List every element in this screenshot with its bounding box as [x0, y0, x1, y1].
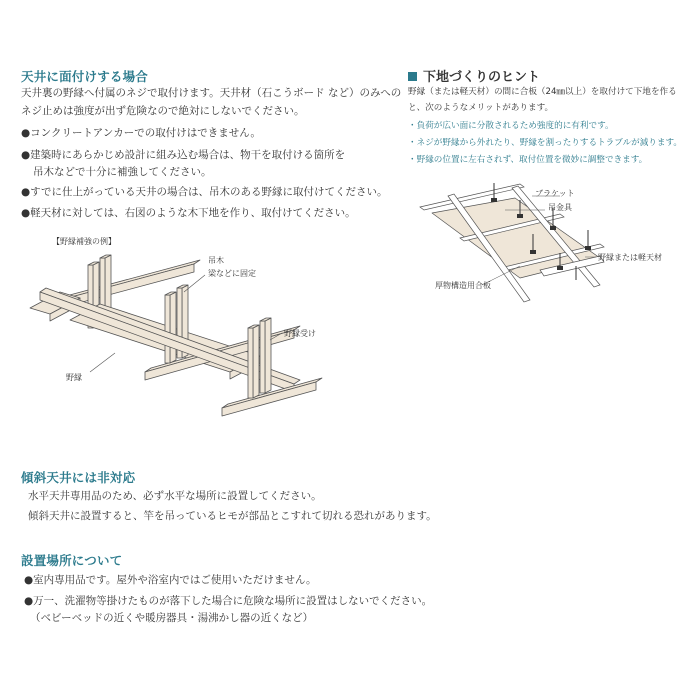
section-title-ceiling-mount: 天井に面付けする場合 [21, 69, 149, 84]
hint-merit-2: ・ネジが野縁から外れたり、野縁を割ったりするトラブルが減ります。 [408, 138, 682, 148]
slanted-text-2: 傾斜天井に設置すると、竿を吊っているヒモが部品とこすれて切れる恐れがあります。 [28, 510, 437, 522]
hint-merit-3: ・野縁の位置に左右されず、取付位置を微妙に調整できます。 [408, 155, 648, 165]
bullet-design-b: 吊木などで十分に補強してください。 [33, 166, 212, 178]
bullet-anchor: ●コンクリートアンカーでの取付けはできません。 [21, 127, 261, 139]
hint-merit-1: ・負荷が広い面に分散されるため強度的に有利です。 [408, 121, 614, 131]
location-bullet-1: ●室内専用品です。屋外や浴室内ではご使用いただけません。 [24, 574, 317, 586]
label-nobuchi-uke: 野縁受け [284, 329, 316, 338]
section-title-slanted: 傾斜天井には非対応 [21, 470, 136, 485]
slanted-text-1: 水平天井専用品のため、必ず水平な場所に設置してください。 [28, 490, 322, 502]
bullet-finished-ceiling: ●すでに仕上がっている天井の場合は、吊木のある野縁に取付けてください。 [21, 186, 388, 198]
section-title-location: 設置場所について [21, 553, 123, 568]
hint-title-text: 下地づくりのヒント [423, 70, 541, 85]
hint-text-1: 野縁（または軽天材）の間に合板（24㎜以上）を取付けて下地を作る [408, 87, 677, 97]
label-bracket: ブラケット [535, 189, 575, 198]
label-nobuchi: 野縁 [66, 373, 82, 382]
label-nobuchi-keiten: 野縁または軽天材 [598, 253, 662, 262]
bullet-design-a: ●建築時にあらかじめ設計に組み込む場合は、物干を取付ける箇所を [21, 149, 346, 161]
location-bullet-2: ●万一、洗濯物等掛けたものが落下した場合に危険な場所に設置はしないでください。 [24, 595, 433, 607]
label-kanagu: 吊金具 [548, 203, 572, 212]
bullet-light-steel: ●軽天材に対しては、右図のような木下地を作り、取付けてください。 [21, 207, 356, 219]
diagram1-caption: 【野縁補強の例】 [52, 237, 116, 246]
location-bullet-2-note: （ベビーベッドの近くや暖房器具・湯沸かし器の近くなど） [30, 612, 314, 624]
hint-text-2: と、次のようなメリットがあります。 [408, 103, 554, 113]
ceiling-mount-text-1: 天井裏の野縁へ付属のネジで取付けます。天井材（石こうボード など）のみへの [21, 87, 402, 99]
ceiling-mount-text-2: ネジ止めは強度が出ず危険なので絶対にしないでください。 [21, 105, 305, 117]
label-hari: 梁などに固定 [208, 269, 256, 278]
label-plywood: 厚物構造用合板 [435, 281, 491, 290]
label-tsurigi: 吊木 [208, 256, 224, 265]
